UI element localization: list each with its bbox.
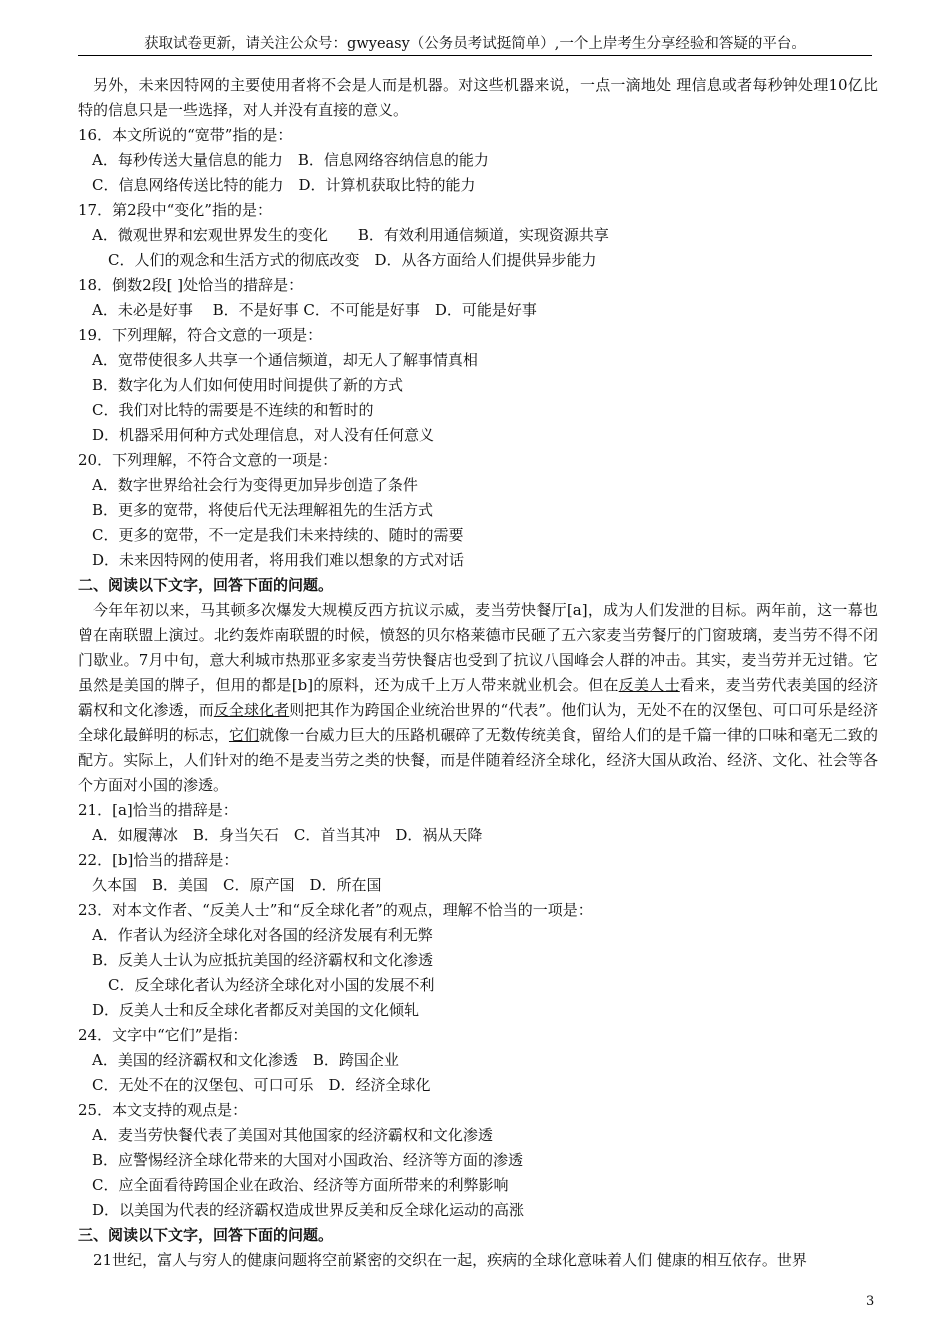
question-24-stem: 24．文字中“它们”是指： [78,1026,248,1044]
question-20-option-c: C．更多的宽带，不一定是我们未来持续的、随时的需要 [92,526,464,544]
page-number: 3 [866,1294,875,1309]
question-16-options-2: C．信息网络传送比特的能力 D．计算机获取比特的能力 [92,176,476,194]
term-anti-us-figures: 反美人士 [618,676,680,694]
question-25-option-b: B．应警惕经济全球化带来的大国对小国政治、经济等方面的渗透 [92,1151,524,1169]
question-18-options: A．未必是好事 B．不是好事 C．不可能是好事 D．可能是好事 [92,301,537,319]
question-23-option-a: A．作者认为经济全球化对各国的经济发展有利无弊 [92,926,433,944]
question-23-option-c: C．反全球化者认为经济全球化对小国的发展不利 [108,976,435,994]
question-18-stem: 18．倒数2段[ ]处恰当的措辞是： [78,276,304,294]
question-20-option-a: A．数字世界给社会行为变得更加异步创造了条件 [92,476,418,494]
header-divider [78,55,872,56]
intro-paragraph: 另外，未来因特网的主要使用者将不会是人而是机器。对这些机器来说，一点一滴地处 理信息或者每秒钟处理10亿比特的信息只是一些选择，对人并没有直接的意义。 [78,76,878,119]
question-23-stem: 23．对本文作者、“反美人士”和“反全球化者”的观点，理解不恰当的一项是： [78,901,593,919]
question-19-option-b: B．数字化为人们如何使用时间提供了新的方式 [92,376,404,394]
page-header: 获取试卷更新，请关注公众号：gwyeasy（公务员考试挺简单）,一个上岸考生分享经验和答疑的平台。 [144,36,806,52]
question-20-option-d: D．未来因特网的使用者，将用我们难以想象的方式对话 [92,551,465,569]
section-3-heading: 三、阅读以下文字，回答下面的问题。 [78,1226,334,1244]
question-25-option-d: D．以美国为代表的经济霸权造成世界反美和反全球化运动的高涨 [92,1201,525,1219]
question-19-option-d: D．机器采用何种方式处理信息，对人没有任何意义 [92,426,435,444]
document-body [78,73,878,1273]
question-19-option-c: C．我们对比特的需要是不连续的和暂时的 [92,401,374,419]
question-24-options-2: C．无处不在的汉堡包、可口可乐 D．经济全球化 [92,1076,431,1094]
question-23-option-b: B．反美人士认为应抵抗美国的经济霸权和文化渗透 [92,951,434,969]
question-17-options-2: C．人们的观念和生活方式的彻底改变 D．从各方面给人们提供异步能力 [108,251,597,269]
section-3-passage-start: 21世纪，富人与穷人的健康问题将空前紧密的交织在一起，疾病的全球化意味着人们 健康的相互依存。世界 [93,1251,807,1269]
question-21-options: A．如履薄冰 B．身当矢石 C．首当其冲 D．祸从天降 [92,826,483,844]
section-2-passage [78,598,878,798]
question-24-options-1: A．美国的经济霸权和文化渗透 B．跨国企业 [92,1051,399,1069]
passage-text: 则把其作为跨国企业统治世界的“代表”。他们认为，无处不在的汉堡包、可口可乐是经济全球化最鲜明的标志， [78,701,878,744]
question-20-option-b: B．更多的宽带，将使后代无法理解祖先的生活方式 [92,501,434,519]
question-25-stem: 25．本文支持的观点是： [78,1101,248,1119]
question-16-stem: 16．本文所说的“宽带”指的是： [78,126,293,144]
question-22-stem: 22．[b]恰当的措辞是： [78,851,239,869]
question-25-option-a: A．麦当劳快餐代表了美国对其他国家的经济霸权和文化渗透 [92,1126,493,1144]
question-20-stem: 20．下列理解，不符合文意的一项是： [78,451,338,469]
question-19-option-a: A．宽带使很多人共享一个通信频道，却无人了解事情真相 [92,351,478,369]
question-25-option-c: C．应全面看待跨国企业在政治、经济等方面所带来的利弊影响 [92,1176,509,1194]
question-21-stem: 21．[a]恰当的措辞是： [78,801,238,819]
question-19-stem: 19．下列理解，符合文意的一项是： [78,326,323,344]
passage-text: 看来，麦当劳代表美国的经济霸权和文化渗透，而 [78,676,878,719]
question-16-options-1: A．每秒传送大量信息的能力 B．信息网络容纳信息的能力 [92,151,489,169]
question-17-stem: 17．第2段中“变化”指的是： [78,201,272,219]
section-2-heading: 二、阅读以下文字，回答下面的问题。 [78,576,334,594]
passage-text: 就像一台威力巨大的压路机碾碎了无数传统美食，留给人们的是千篇一律的口味和毫无二致的配方。实际上，人们针对的绝不是麦当劳之类的快餐，而是伴随着经济全球化，经济大国从政治、经济、文化、社会等各个方面对小国的渗透。 [78,726,878,794]
question-22-options: 久本国 B．美国 C．原产国 D．所在国 [92,876,382,894]
question-17-options-1: A．微观世界和宏观世界发生的变化 B．有效利用通信频道，实现资源共享 [92,226,609,244]
question-23-option-d: D．反美人士和反全球化者都反对美国的文化倾轧 [92,1001,420,1019]
passage-text: 今年年初以来，马其顿多次爆发大规模反西方抗议示威，麦当劳快餐厅[a]，成为人们发泄的目标。两年前，这一幕也曾在南联盟上演过。北约轰炸南联盟的时候，愤怒的贝尔格莱德市民砸了五六家麦当劳餐厅的门窗玻璃，麦当劳不得不闭门歇业。7月中旬，意大利城市热那亚多家麦当劳快餐店也受到了抗议八国峰会人群的冲击。其实，麦当劳并无过错。它虽然是美国的牌子，但用的都是[b]的原料，还为成千上万人带来就业机会。但在 [78,601,878,694]
term-they: 它们 [228,726,260,744]
term-anti-globalization: 反全球化者 [213,701,290,719]
